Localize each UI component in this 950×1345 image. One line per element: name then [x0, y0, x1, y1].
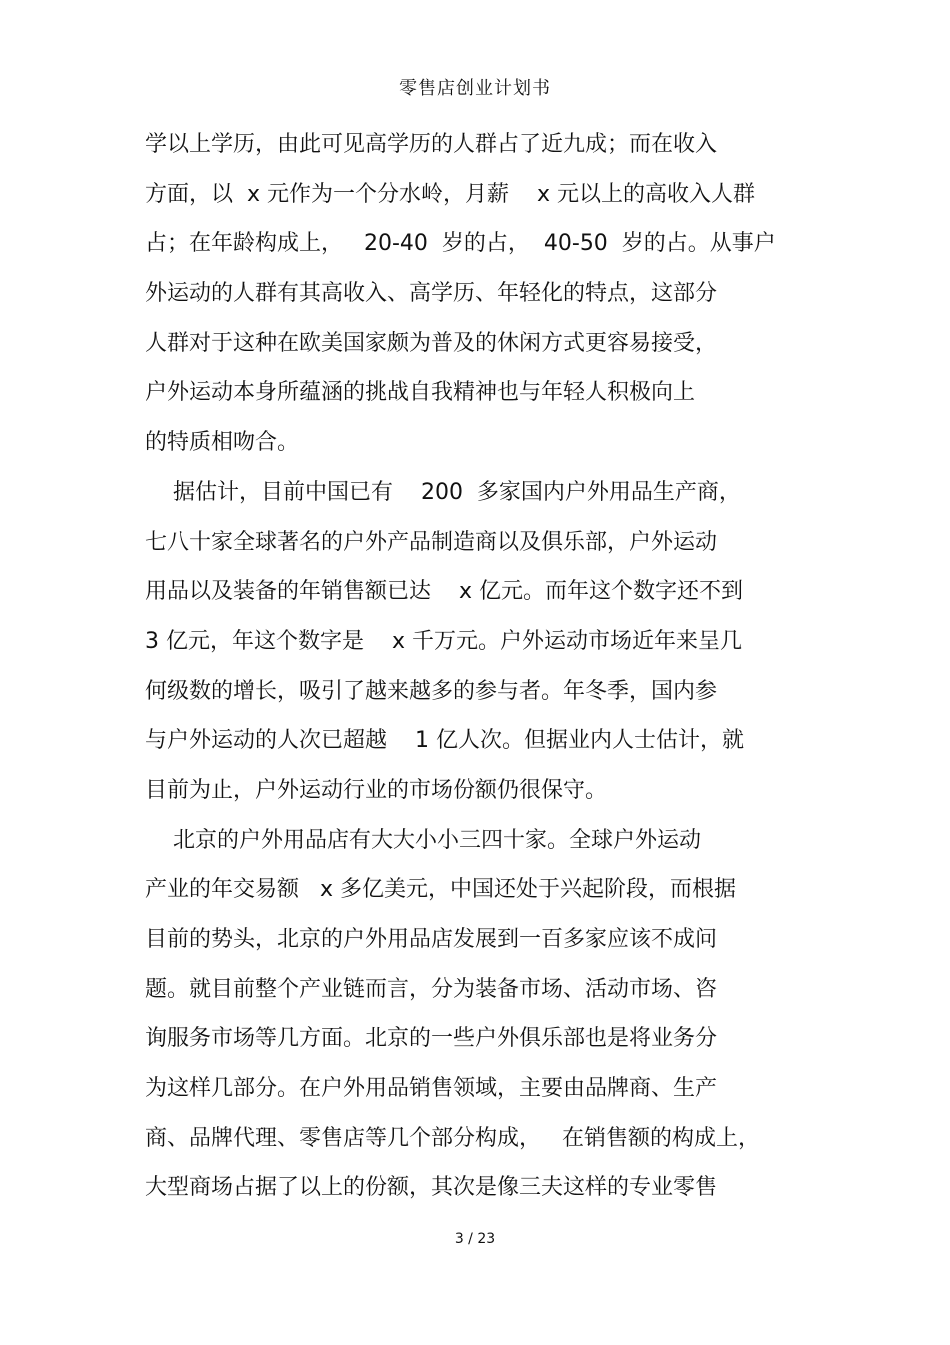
text-line: 目前的势头，北京的户外用品店发展到一百多家应该不成问 — [145, 927, 718, 952]
text-line: 外运动的人群有其高收入、高学历、年轻化的特点，这部分 — [145, 281, 718, 307]
text-line: 用品以及装备的年销售额已达 x 亿元。而年这个数字还不到 — [145, 579, 743, 605]
text-line: 占；在年龄构成上， 20-40 岁的占， 40-50 岁的占。从事户 — [145, 231, 776, 257]
text-line: 据估计，目前中国已有 200 多家国内户外用品生产商， — [145, 479, 741, 505]
page-number: 3 / 23 — [454, 1231, 496, 1247]
text-line: 方面，以 x 元作为一个分水岭，月薪 x 元以上的高收入人群 — [145, 181, 755, 207]
text-line: 北京的户外用品店有大大小小三四十家。全球户外运动 — [145, 827, 701, 853]
text-line: 3 亿元，年这个数字是 x 千万元。户外运动市场近年来呈几 — [145, 628, 742, 654]
text-line: 题。就目前整个产业链而言，分为装备市场、活动市场、咨 — [145, 976, 718, 1002]
text-line: 七八十家全球著名的户外产品制造商以及俱乐部，户外运动 — [145, 529, 718, 555]
text-line: 的特质相吻合。 — [145, 430, 300, 456]
text-line: 何级数的增长，吸引了越来越多的参与者。年冬季，国内参 — [145, 678, 718, 704]
text-line: 户外运动本身所蕴涵的挑战自我精神也与年轻人积极向上 — [145, 380, 696, 406]
running-header: 零售店创业计划书 — [399, 78, 551, 99]
text-line: 目前为止，户外运动行业的市场份额仍很保守。 — [145, 777, 608, 803]
body-text — [145, 120, 805, 1213]
text-line: 人群对于这种在欧美国家颇为普及的休闲方式更容易接受， — [145, 330, 718, 356]
text-line: 为这样几部分。在户外用品销售领域，主要由品牌商、生产 — [145, 1076, 718, 1102]
text-line: 与户外运动的人次已超越 1 亿人次。但据业内人士估计，就 — [145, 728, 744, 754]
text-line: 询服务市场等几方面。北京的一些户外俱乐部也是将业务分 — [145, 1026, 718, 1052]
text-line: 大型商场占据了以上的份额，其次是像三夫这样的专业零售 — [145, 1175, 718, 1201]
text-line: 商、品牌代理、零售店等几个部分构成， 在销售额的构成上， — [145, 1125, 760, 1151]
text-line: 学以上学历，由此可见高学历的人群占了近九成；而在收入 — [145, 132, 718, 157]
text-line: 产业的年交易额 x 多亿美元，中国还处于兴起阶段，而根据 — [145, 877, 736, 903]
